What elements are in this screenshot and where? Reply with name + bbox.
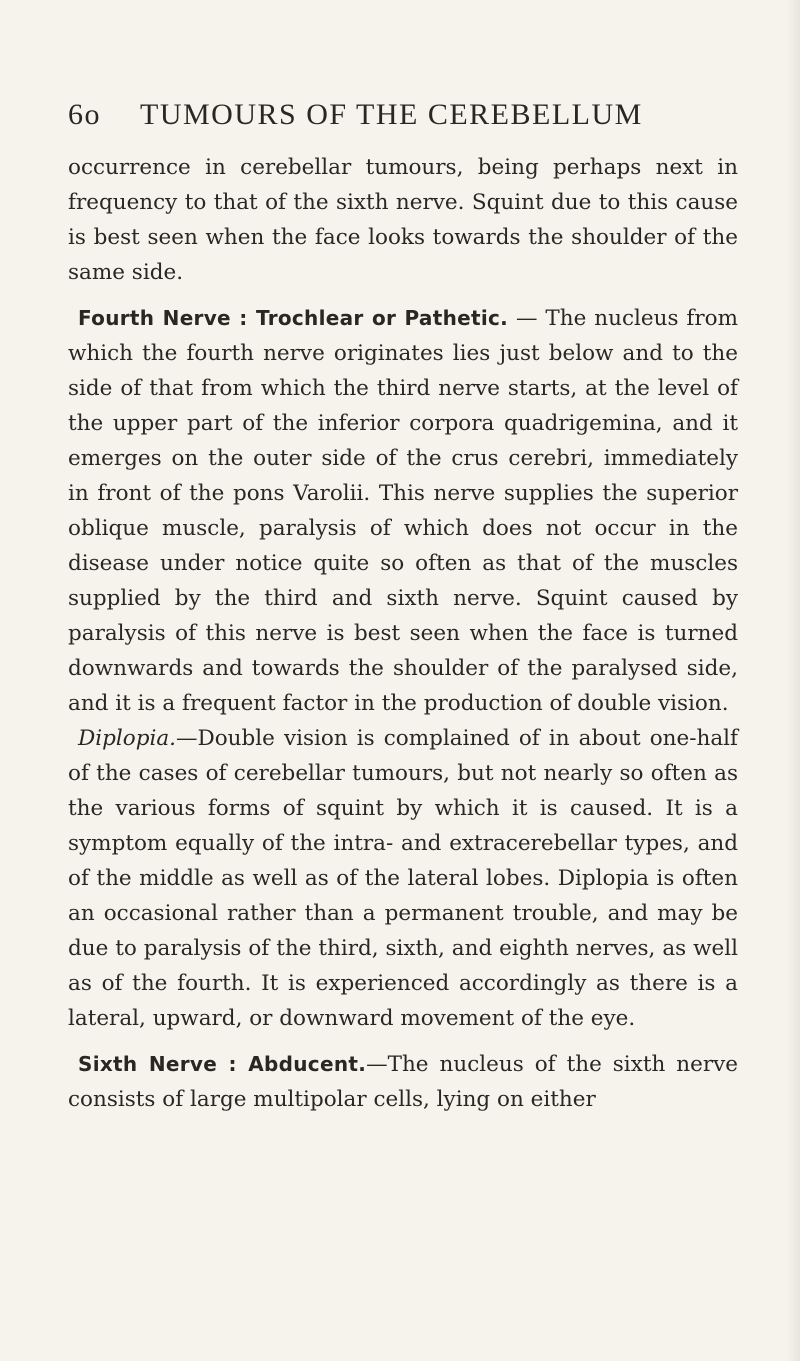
page-edge-shadow: [786, 0, 800, 1361]
running-header: [68, 98, 738, 138]
section-heading-diplopia: Diplopia.: [78, 726, 176, 751]
paragraph-diplopia: [68, 721, 738, 1036]
paragraph-2-text: — The nucleus from which the fourth nerve originates lies just below and to the side of that from which the third nerve starts, at the level of the upper part of the inferior corpora quadrigemina, and it emerges on the outer side of the crus cerebri, immediately in front of the pons Varolii. This nerve supplies the superior oblique muscle, paralysis of which does not occur in the disease under notice quite so often as that of the muscles supplied by the third and sixth nerve. Squint caused by paralysis of this nerve is best seen when the face is turned downwards and towards the shoulder of the paralysed side, and it is a frequent factor in the production of double vision.: [68, 306, 739, 716]
paragraph-continuation: [68, 150, 738, 290]
paragraph-4-text: —The nucleus of the sixth nerve consists of large multipolar cells, lying on either: [68, 1052, 738, 1112]
body-text: [68, 150, 738, 1117]
paragraph-1-text: occurrence in cerebellar tumours, being perhaps next in frequency to that of the sixth nerve. Squint due to this cause is best seen when the face looks towards the shoulder of the same side.: [68, 155, 738, 285]
running-title: TUMOURS OF THE CEREBELLUM: [140, 98, 643, 131]
paragraph-sixth-nerve: [68, 1047, 738, 1117]
paragraph-3-text: —Double vision is complained of in about one-half of the cases of cerebellar tumours, but not nearly so often as the various forms of squint by which it is caused. It is a symptom equally of the intra- and extracerebellar types, and of the middle as well as of the lateral lobes. Diplopia is often an occasional rather than a permanent trouble, and may be due to paralysis of the third, sixth, and eighth nerves, as well as of the fourth. It is experienced accordingly as there is a lateral, upward, or downward movement of the eye.: [68, 726, 738, 1031]
section-heading-sixth-nerve: Sixth Nerve : Abducent.: [78, 1052, 367, 1076]
section-heading-fourth-nerve: Fourth Nerve : Trochlear or Pathetic.: [78, 306, 509, 330]
paragraph-fourth-nerve: [68, 301, 738, 721]
page-number: 6o: [68, 98, 101, 131]
